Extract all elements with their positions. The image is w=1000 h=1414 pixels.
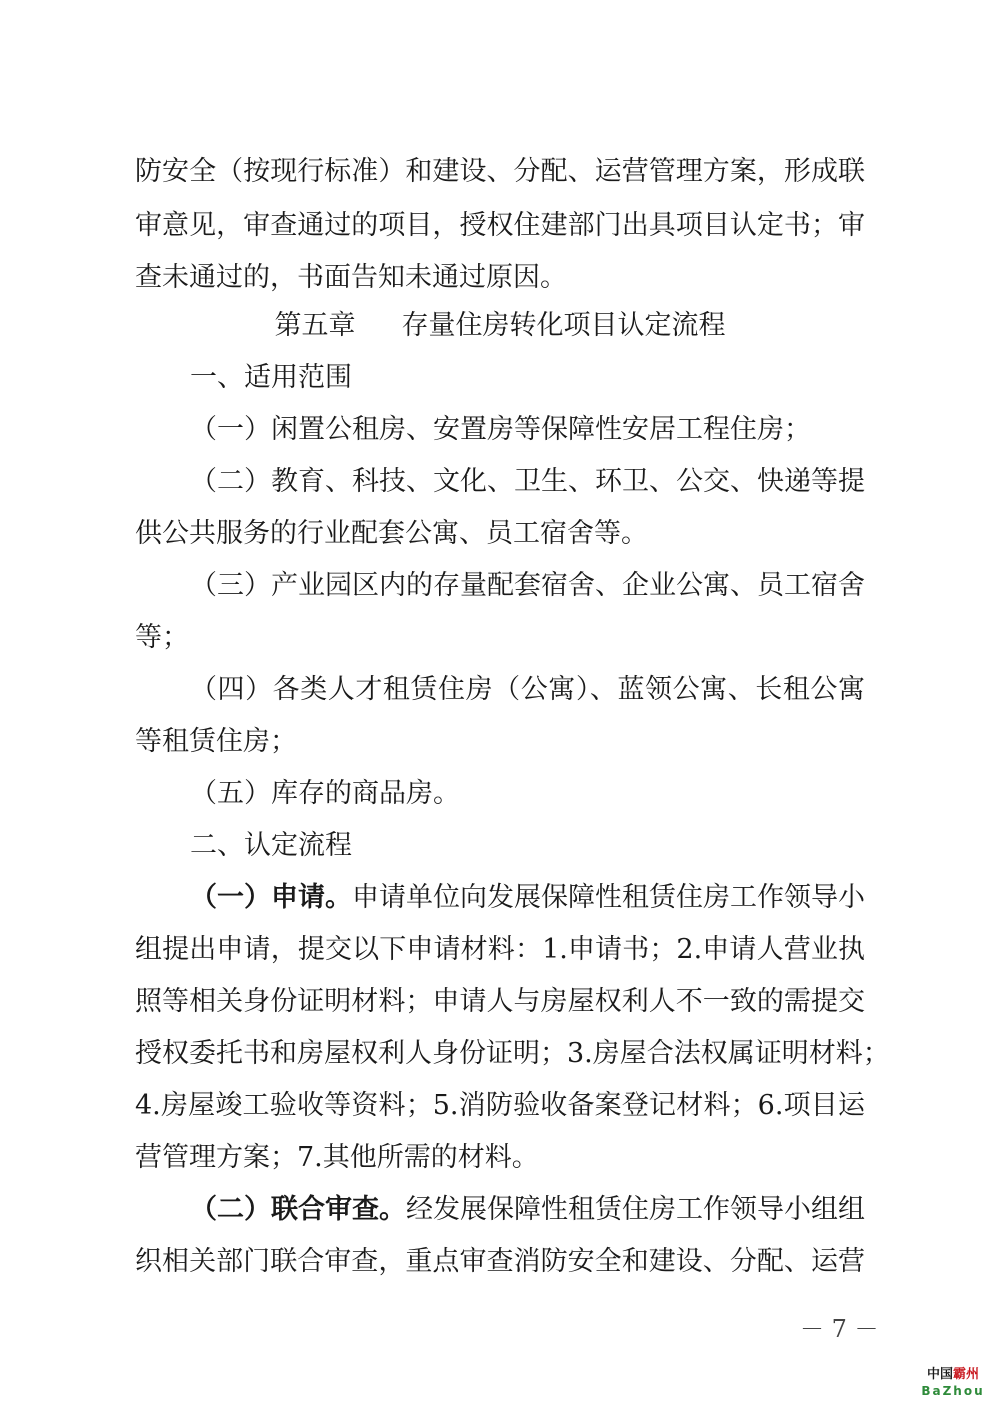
section-heading: 二、认定流程 (190, 830, 352, 861)
chapter-heading (0, 306, 1000, 346)
list-item: （二）教育、科技、文化、卫生、环卫、公交、快递等提 (190, 466, 865, 497)
paragraph-line: 照等相关身份证明材料；申请人与房屋权利人不一致的需提交 (135, 986, 865, 1017)
watermark-en-text: BaZhou (921, 1384, 985, 1398)
paragraph-line: 营管理方案；7.其他所需的材料。 (135, 1142, 539, 1173)
watermark-cn-text: 中国霸州 (926, 1367, 980, 1382)
list-item: （四）各类人才租赁住房（公寓）、蓝领公寓、长租公寓 (190, 674, 865, 705)
step-line (190, 878, 865, 918)
paragraph-line: 4.房屋竣工验收等资料；5.消防验收备案登记材料；6.项目运 (135, 1090, 865, 1121)
list-item-continuation: 等； (135, 622, 189, 653)
step-title: （一）申请。 (190, 882, 352, 913)
list-item-continuation: 等租赁住房； (135, 726, 297, 757)
paragraph-line: 防安全（按现行标准）和建设、分配、运营管理方案，形成联 (135, 156, 865, 187)
paragraph-line: 授权委托书和房屋权利人身份证明；3.房屋合法权属证明材料； (135, 1038, 890, 1069)
section-heading: 一、适用范围 (190, 362, 352, 393)
watermark-logo (918, 1366, 988, 1406)
step-line (190, 1190, 865, 1230)
list-item: （一）闲置公租房、安置房等保障性安居工程住房； (190, 414, 811, 445)
page-number: － 7 － (800, 1315, 879, 1343)
paragraph-line: 组提出申请，提交以下申请材料：1.申请书；2.申请人营业执 (135, 934, 865, 965)
step-text: 经发展保障性租赁住房工作领导小组组 (406, 1194, 865, 1225)
paragraph-line: 审意见，审查通过的项目，授权住建部门出具项目认定书；审 (135, 210, 865, 241)
step-title: （二）联合审查。 (190, 1194, 406, 1225)
paragraph-line: 查未通过的，书面告知未通过原因。 (135, 262, 567, 293)
list-item: （三）产业园区内的存量配套宿舍、企业公寓、员工宿舍 (190, 570, 865, 601)
paragraph-line: 织相关部门联合审查，重点审查消防安全和建设、分配、运营 (135, 1246, 865, 1277)
list-item: （五）库存的商品房。 (190, 778, 460, 809)
step-text: 申请单位向发展保障性租赁住房工作领导小 (352, 882, 865, 913)
list-item-continuation: 供公共服务的行业配套公寓、员工宿舍等。 (135, 518, 648, 549)
chapter-title: 存量住房转化项目认定流程 (401, 310, 726, 341)
chapter-number: 第五章 (274, 310, 356, 341)
